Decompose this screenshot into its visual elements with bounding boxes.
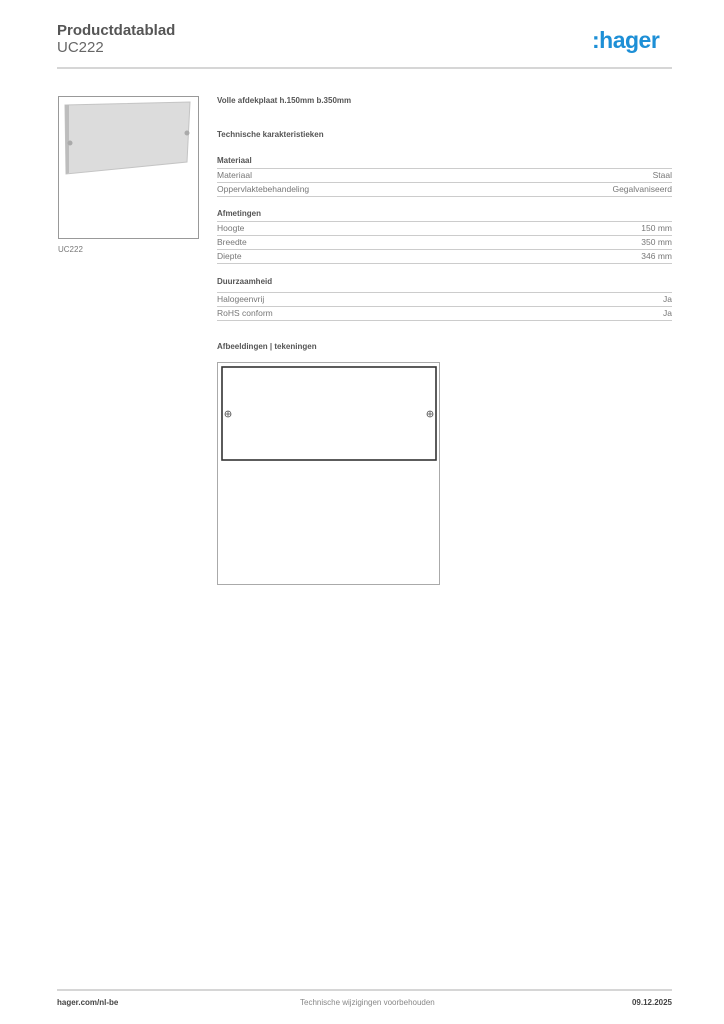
spec-value: Gegalvaniseerd bbox=[612, 184, 672, 194]
page-title: Productdatablad bbox=[57, 22, 176, 39]
section-title: Technische karakteristieken bbox=[217, 130, 324, 139]
spec-label: Oppervlaktebehandeling bbox=[217, 184, 310, 194]
spec-value: 150 mm bbox=[641, 223, 672, 233]
spec-value: 350 mm bbox=[641, 237, 672, 247]
technical-drawing bbox=[217, 362, 440, 585]
footer-disclaimer: Technische wijzigingen voorbehouden bbox=[300, 998, 435, 1007]
spec-label: Materiaal bbox=[217, 170, 252, 180]
spec-row bbox=[217, 235, 672, 249]
spec-value: 346 mm bbox=[641, 251, 672, 261]
spec-label: Hoogte bbox=[217, 223, 245, 233]
spec-row bbox=[217, 168, 672, 182]
spec-group-duurzaamheid bbox=[217, 277, 672, 321]
hager-logo: :hager bbox=[592, 27, 660, 53]
product-name: Volle afdekplaat h.150mm b.350mm bbox=[217, 96, 352, 105]
spec-row bbox=[217, 306, 672, 321]
group-title: Afmetingen bbox=[217, 209, 261, 218]
spec-row bbox=[217, 221, 672, 235]
image-caption: UC222 bbox=[58, 245, 83, 254]
product-image bbox=[58, 96, 199, 239]
spec-row bbox=[217, 249, 672, 264]
spec-label: RoHS conform bbox=[217, 308, 273, 318]
product-code: UC222 bbox=[57, 39, 104, 56]
drawings-title: Afbeeldingen | tekeningen bbox=[217, 342, 317, 351]
spec-value: Ja bbox=[663, 308, 672, 318]
spec-row bbox=[217, 292, 672, 306]
spec-label: Halogeenvrij bbox=[217, 294, 265, 304]
footer-divider bbox=[57, 989, 672, 991]
spec-value: Ja bbox=[663, 294, 672, 304]
spec-row bbox=[217, 182, 672, 197]
spec-group-materiaal bbox=[217, 156, 672, 197]
group-title: Duurzaamheid bbox=[217, 277, 273, 286]
spec-label: Breedte bbox=[217, 237, 247, 247]
header-divider bbox=[57, 67, 672, 69]
spec-label: Diepte bbox=[217, 251, 242, 261]
cover-plate-photo bbox=[59, 97, 198, 238]
group-title: Materiaal bbox=[217, 156, 252, 165]
screw-icon bbox=[427, 411, 433, 417]
spec-group-afmetingen bbox=[217, 209, 672, 264]
footer-website[interactable]: hager.com/nl-be bbox=[57, 998, 119, 1007]
spec-value: Staal bbox=[652, 170, 672, 180]
cover-plate-drawing bbox=[218, 363, 439, 584]
footer-date: 09.12.2025 bbox=[631, 998, 672, 1007]
screw-icon bbox=[225, 411, 231, 417]
